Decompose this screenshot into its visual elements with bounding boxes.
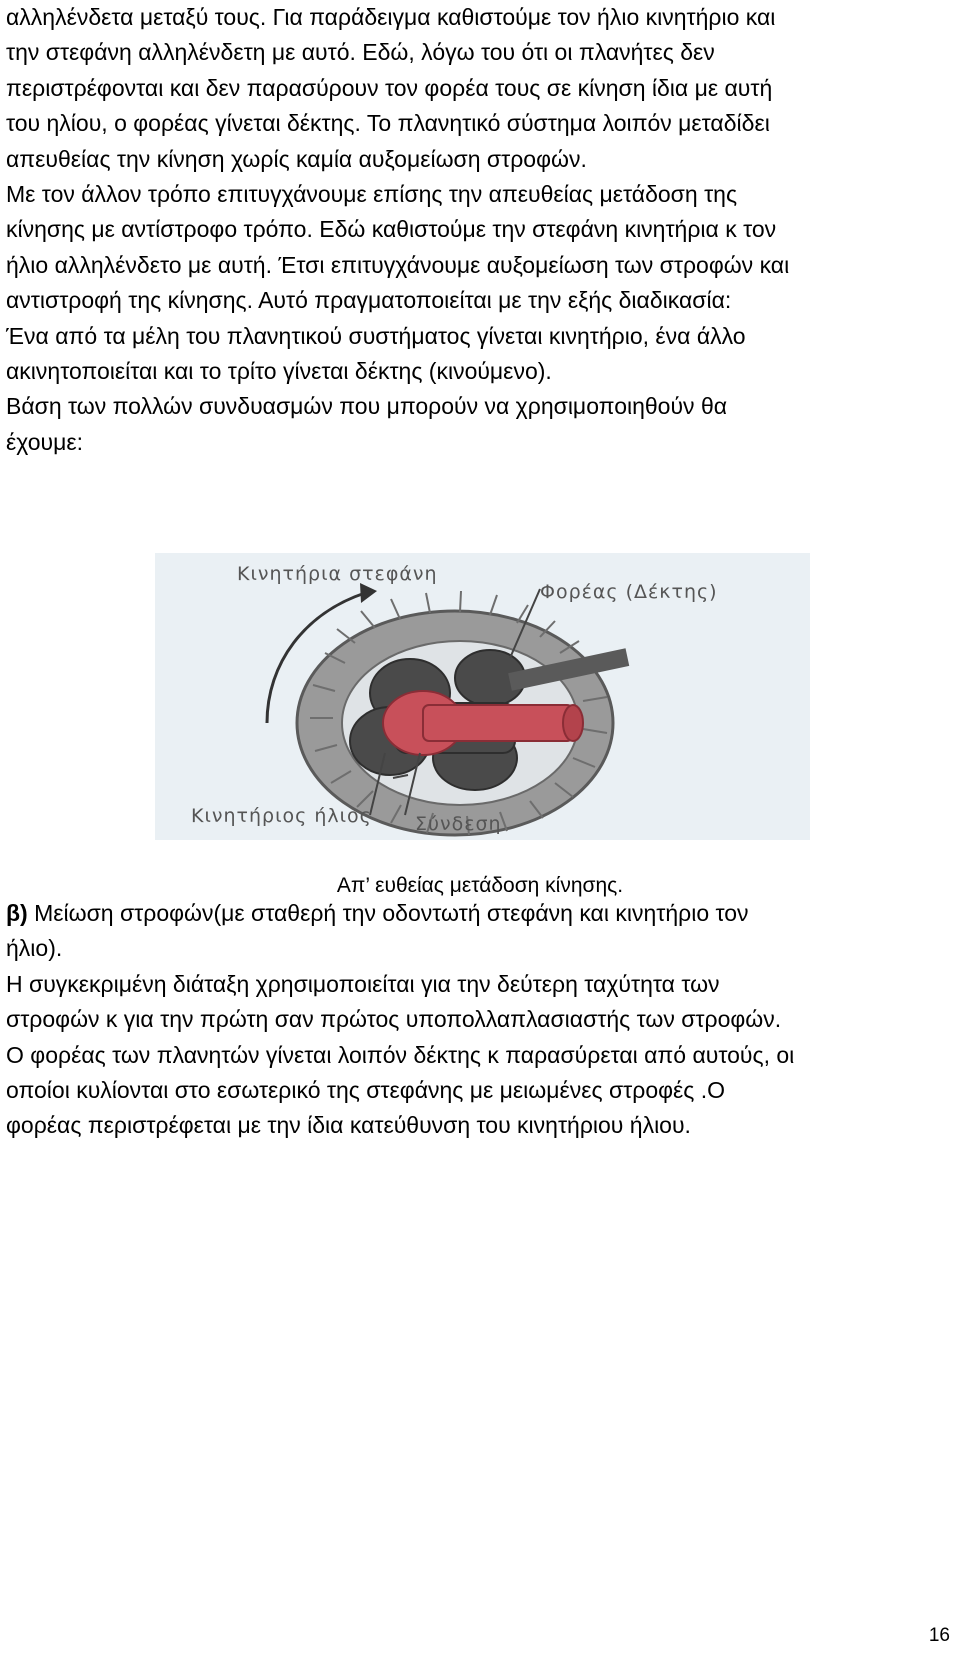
text-line: ακινητοποιείται και το τρίτο γίνεται δέκτης (κινούμενο). bbox=[6, 358, 552, 385]
text-line: Η συγκεκριμένη διάταξη χρησιμοποιείται για την δεύτερη ταχύτητα των bbox=[6, 970, 720, 997]
text-line: αλληλένδετα μεταξύ τους. Για παράδειγμα καθιστούμε τον ήλιο κινητήριο και bbox=[6, 4, 776, 30]
text-line: στροφών κ για την πρώτη σαν πρώτος υποπολλαπλασιαστής των στροφών. bbox=[6, 1006, 782, 1033]
figure-caption: Απ’ ευθείας μετάδοση κίνησης. bbox=[336, 874, 624, 897]
paragraph-bottom bbox=[6, 896, 956, 1144]
text-line: οποίοι κυλίονται στο εσωτερικό της στεφάνης με μειωμένες στροφές .Ο bbox=[6, 1077, 726, 1104]
text-line: του ηλίου, ο φορέας γίνεται δέκτης. Το πλανητικό σύστημα λοιπόν μεταδίδει bbox=[6, 110, 770, 137]
label-link: Σύνδεση bbox=[415, 813, 502, 835]
item-heading-text: Μείωση στροφών(με σταθερή την οδοντωτή στεφάνη και κινητήριο τον bbox=[27, 900, 749, 926]
text-line: έχουμε: bbox=[6, 428, 83, 455]
text-line: Ο φορέας των πλανητών γίνεται λοιπόν δέκτης κ παρασύρεται από αυτούς, οι bbox=[6, 1041, 795, 1068]
text-line: την στεφάνη αλληλένδετη με αυτό. Εδώ, λόγω του ότι οι πλανήτες δεν bbox=[6, 39, 715, 66]
planetary-gear-figure bbox=[155, 553, 810, 840]
label-carrier: Φορέας (Δέκτης) bbox=[540, 581, 718, 603]
text-line: Ένα από τα μέλη του πλανητικού συστήματος γίνεται κινητήριο, ένα άλλο bbox=[6, 322, 746, 349]
label-ring-gear: Κινητήρια στεφάνη bbox=[237, 563, 438, 585]
item-marker: β) bbox=[6, 900, 28, 926]
text-line: ήλιο αλληλένδετο με αυτή. Έτσι επιτυγχάνουμε αυξομείωση των στροφών και bbox=[6, 251, 790, 278]
paragraph-bottom-first-line bbox=[6, 896, 956, 931]
paragraph-bottom-lines bbox=[6, 931, 956, 1143]
page-number: 16 bbox=[928, 1625, 950, 1646]
text-line: απευθείας την κίνηση χωρίς καμία αυξομείωση στροφών. bbox=[6, 145, 587, 172]
text-line: αντιστροφή της κίνησης. Αυτό πραγματοποιείται με την εξής διαδικασία: bbox=[6, 287, 732, 314]
text-line: ήλιο). bbox=[6, 935, 63, 962]
text-line: περιστρέφονται και δεν παρασύρουν τον φορέα τους σε κίνηση ίδια με αυτή bbox=[6, 74, 773, 101]
label-sun-gear: Κινητήριος ήλιος bbox=[191, 805, 372, 827]
rotation-arrow-head bbox=[360, 583, 377, 603]
text-line: κίνησης με αντίστροφο τρόπο. Εδώ καθιστούμε την στεφάνη κινητήρια κ τον bbox=[6, 216, 777, 243]
text-line: φορέας περιστρέφεται με την ίδια κατεύθυνση του κινητήριου ήλιου. bbox=[6, 1112, 691, 1139]
text-line: Βάση των πολλών συνδυασμών που μπορούν να χρησιμοποιηθούν θα bbox=[6, 393, 728, 420]
paragraph-top bbox=[6, 0, 956, 460]
text-line: Με τον άλλον τρόπο επιτυγχάνουμε επίσης την απευθείας μετάδοση της bbox=[6, 181, 738, 208]
